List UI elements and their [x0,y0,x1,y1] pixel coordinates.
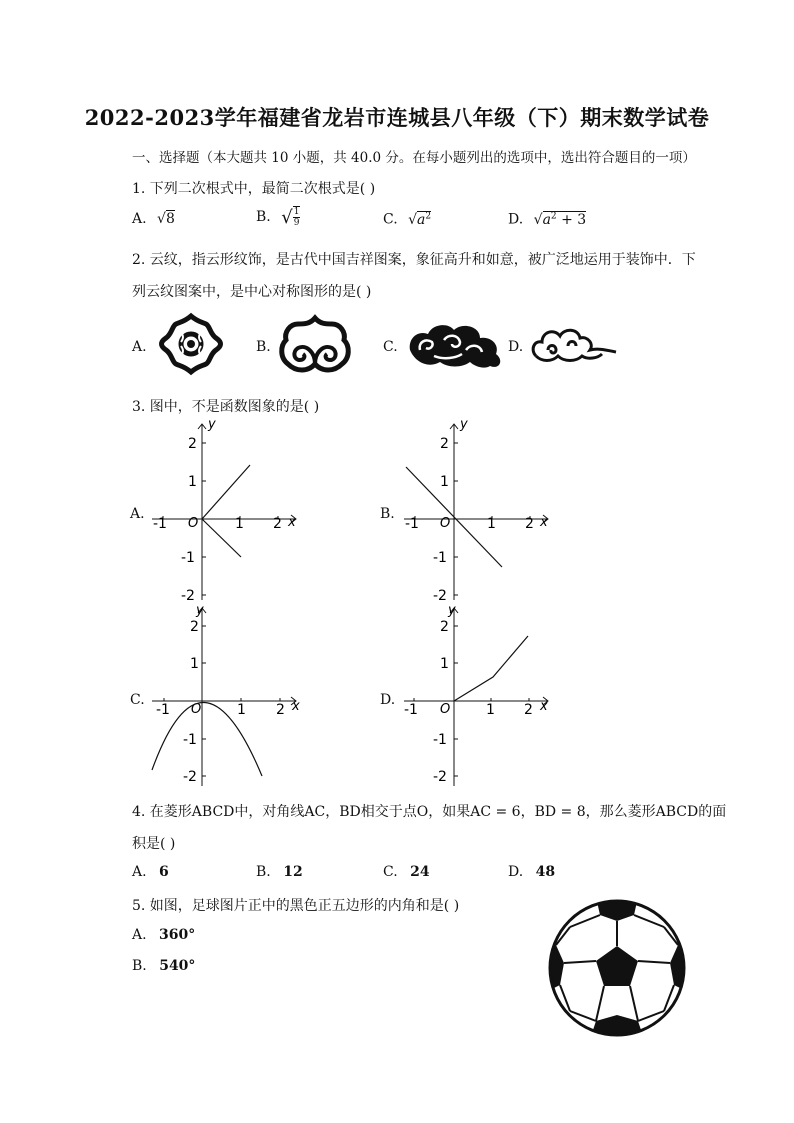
tick-label: -1 [433,550,447,566]
tick-label: 2 [276,702,285,718]
q4-option-a-value: 6 [159,864,169,880]
q4-option-b[interactable] [256,864,303,880]
q2-option-c-label[interactable]: C. [383,339,398,355]
q3-option-b-label[interactable]: B. [380,506,395,522]
y-axis-label: y [196,604,204,618]
y-axis-label: y [208,418,216,432]
q5-option-b-value: 540° [159,958,196,974]
origin-label: O [188,516,199,531]
soccer-ball-icon [546,897,688,1039]
tick-label: 1 [487,516,496,532]
q2-option-d-label[interactable]: D. [508,339,524,355]
tick-label: -1 [404,702,418,718]
tick-label: 2 [525,516,534,532]
q1-option-c-label: C. [383,211,398,228]
q4-option-b-label: B. [256,864,271,880]
tick-label: 2 [524,702,533,718]
tick-label: 1 [237,702,246,718]
tick-label: -2 [433,769,447,785]
q4-option-a-label: A. [132,864,147,880]
x-axis-label: x [292,699,300,714]
q3-graph-a [148,418,302,602]
q4-option-a[interactable] [132,864,169,880]
q1-option-b-denominator: 9 [293,218,300,228]
tick-label: -2 [183,769,197,785]
q1-option-b-fraction [293,206,301,228]
q3-graph-b [400,418,554,602]
q4-stem-line2: 积是( ) [132,836,176,852]
cloud-pattern-b-icon [276,314,354,376]
q4-option-d-value: 48 [535,864,556,880]
q2-option-b-label[interactable]: B. [256,339,271,355]
q4-option-d-label: D. [508,864,524,880]
y-axis-label: y [448,604,456,618]
q1-option-a[interactable] [132,211,175,227]
tick-label: -1 [181,550,195,566]
q4-option-c-value: 24 [410,864,430,880]
q3-stem: 3. 图中，不是函数图象的是( ) [132,399,320,415]
tick-label: 2 [190,619,199,635]
q1-stem: 1. 下列二次根式中，最简二次根式是( ) [132,181,376,197]
q1-option-b-numerator: 1 [293,207,300,217]
tick-label: 1 [188,474,197,490]
sqrt-icon: √ [408,211,418,228]
tick-label: -1 [405,516,419,532]
tick-label: 2 [440,436,449,452]
q4-option-b-value: 12 [283,864,303,880]
tick-label: 1 [235,516,244,532]
x-axis-label: x [540,699,548,714]
tick-label: 1 [190,656,199,672]
q1-option-b-label: B. [256,209,271,225]
y-axis-label: y [460,418,468,432]
tick-label: -1 [156,702,170,718]
q4-option-c[interactable] [383,864,430,880]
origin-label: O [440,702,451,717]
cloud-pattern-d-icon [528,320,622,368]
q1-option-d-radicand: a [542,211,551,228]
q5-option-a[interactable] [132,927,195,943]
tick-label: 1 [486,702,495,718]
q3-option-d-label[interactable]: D. [380,692,396,708]
x-axis-label: x [288,515,296,530]
q4-option-d[interactable] [508,864,555,880]
q1-option-a-radicand: 8 [165,211,175,227]
tick-label: -1 [433,732,447,748]
cloud-pattern-c-icon [404,316,506,374]
tick-label: 2 [273,516,282,532]
q2-option-a-label[interactable]: A. [132,339,147,355]
q3-graph-c [148,604,302,788]
q1-option-b[interactable] [256,206,300,228]
section-header: 一、选择题（本大题共 10 小题，共 40.0 分。在每小题列出的选项中，选出符合题目的一项） [132,150,696,166]
q5-option-b-label: B. [132,958,147,974]
q1-option-d-label: D. [508,211,524,228]
q1-option-c-exponent: 2 [425,211,432,221]
sqrt-icon: √ [157,211,166,227]
origin-label: O [440,516,451,531]
x-axis-label: x [540,515,548,530]
q3-graph-d [400,604,554,788]
tick-label: 1 [440,474,449,490]
q5-option-a-label: A. [132,927,147,943]
q1-option-d-tail: + 3 [556,211,587,228]
q4-option-c-label: C. [383,864,398,880]
page-title: 2022-2023学年福建省龙岩市连城县八年级（下）期末数学试卷 [84,105,710,130]
q2-stem-line2: 列云纹图案中，是中心对称图形的是( ) [132,284,372,300]
tick-label: -1 [183,732,197,748]
tick-label: 1 [440,656,449,672]
origin-label: O [191,702,202,717]
q2-stem-line1: 2. 云纹，指云形纹饰，是古代中国吉祥图案，象征高升和如意，被广泛地运用于装饰中．下 [132,252,696,268]
sqrt-icon: √ [533,211,543,228]
tick-label: -2 [181,588,195,602]
q1-option-c[interactable] [383,211,431,228]
q5-stem: 5. 如图，足球图片正中的黑色正五边形的内角和是( ) [132,898,460,914]
q3-option-a-label[interactable]: A. [130,506,145,522]
q3-option-c-label[interactable]: C. [130,692,145,708]
tick-label: -1 [153,516,167,532]
tick-label: 2 [188,436,197,452]
tick-label: -2 [433,588,447,602]
q5-option-a-value: 360° [159,927,196,943]
q1-option-d[interactable] [508,211,586,228]
q5-option-b[interactable] [132,958,195,974]
cloud-pattern-a-icon [154,312,228,376]
tick-label: 2 [440,619,449,635]
q1-option-d-exponent: 2 [550,211,557,221]
q4-stem-line1: 4. 在菱形ABCD中，对角线AC，BD相交于点O，如果AC = 6，BD = 8，那么菱形ABCD的面 [132,804,727,820]
sqrt-icon: √ [281,206,293,228]
q1-option-c-radicand: a [417,211,426,228]
q1-option-a-label: A. [132,211,147,227]
